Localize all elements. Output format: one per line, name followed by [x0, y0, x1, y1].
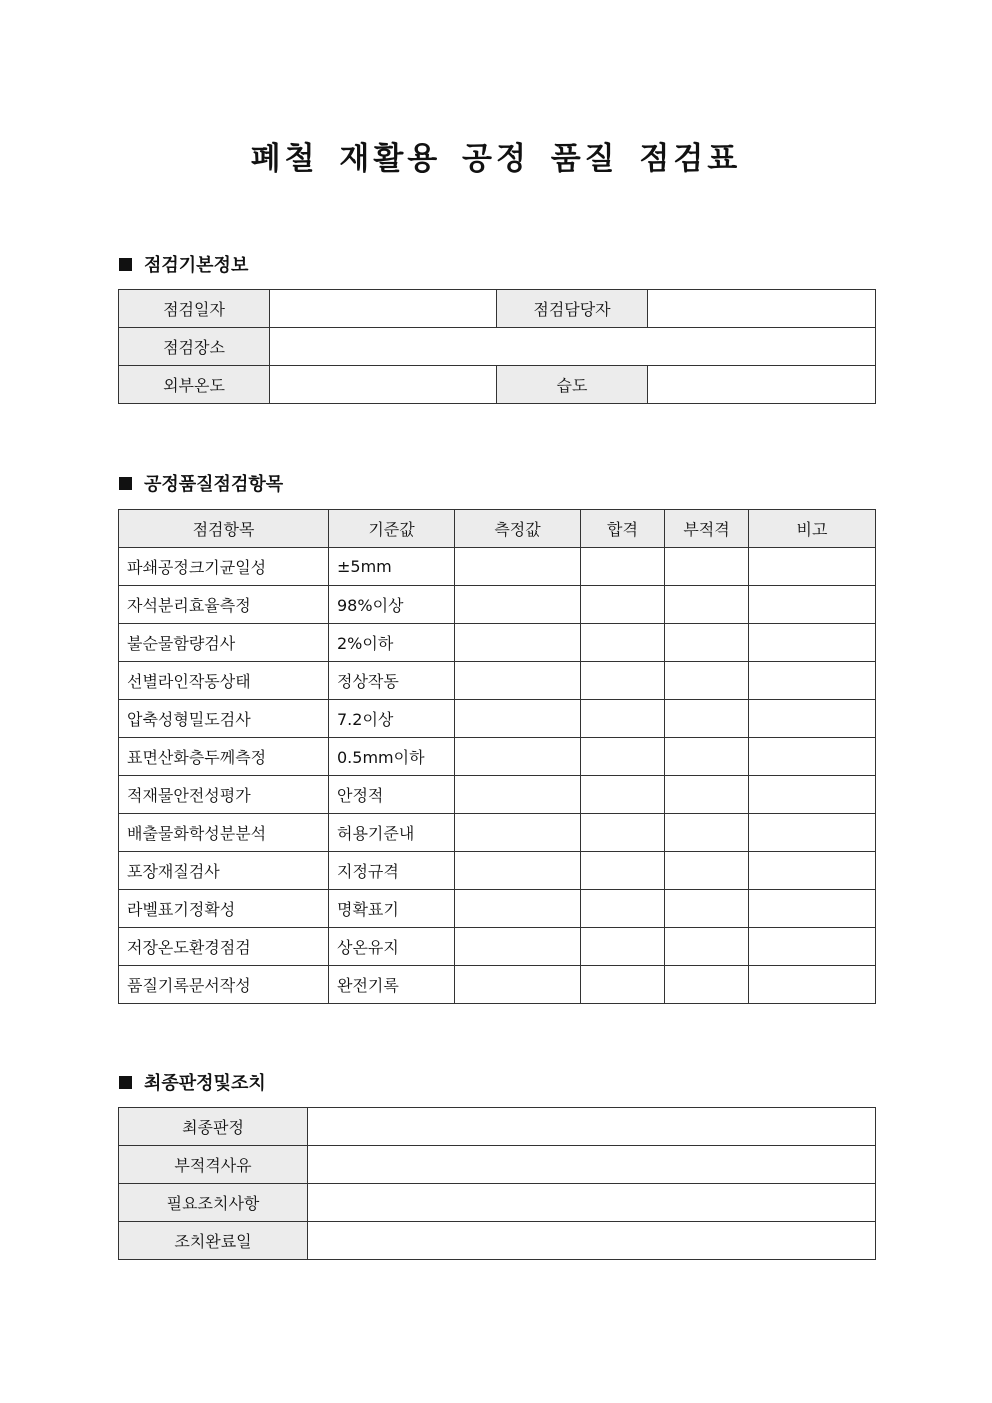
measured-value-cell[interactable] [455, 624, 581, 662]
humidity-field[interactable] [648, 366, 876, 404]
table-row [119, 1222, 876, 1260]
table-header-row [119, 510, 876, 548]
table-row [119, 586, 876, 624]
measured-value-cell[interactable] [455, 966, 581, 1004]
fail-cell[interactable] [665, 586, 749, 624]
item-cell: 압축성형밀도검사 [119, 700, 329, 738]
fail-cell[interactable] [665, 700, 749, 738]
remarks-cell[interactable] [749, 738, 876, 776]
table-row [119, 662, 876, 700]
standard-cell: 2%이하 [329, 624, 455, 662]
item-cell: 라벨표기정확성 [119, 890, 329, 928]
measured-value-cell[interactable] [455, 738, 581, 776]
table-row [119, 548, 876, 586]
section-heading-basic-info [119, 251, 248, 277]
fail-cell[interactable] [665, 814, 749, 852]
item-cell: 품질기록문서작성 [119, 966, 329, 1004]
table-row [119, 366, 876, 404]
item-cell: 파쇄공정크기균일성 [119, 548, 329, 586]
table-row [119, 1108, 876, 1146]
pass-cell[interactable] [581, 548, 665, 586]
standard-cell: 정상작동 [329, 662, 455, 700]
fail-cell[interactable] [665, 548, 749, 586]
column-header-standard: 기준값 [329, 510, 455, 548]
standard-cell: 완전기록 [329, 966, 455, 1004]
standard-cell: 안정적 [329, 776, 455, 814]
remarks-cell[interactable] [749, 814, 876, 852]
square-bullet-icon [119, 477, 132, 490]
item-cell: 저장온도환경점검 [119, 928, 329, 966]
item-cell: 적재물안전성평가 [119, 776, 329, 814]
final-row-label: 필요조치사항 [119, 1184, 308, 1222]
section-heading-text: 점검기본정보 [144, 255, 249, 276]
final-row-field[interactable] [308, 1184, 876, 1222]
pass-cell[interactable] [581, 776, 665, 814]
table-row [119, 966, 876, 1004]
date-label: 점검일자 [119, 290, 270, 328]
fail-cell[interactable] [665, 738, 749, 776]
standard-cell: ±5mm [329, 548, 455, 586]
table-row [119, 776, 876, 814]
inspector-label: 점검담당자 [497, 290, 648, 328]
inspector-field[interactable] [648, 290, 876, 328]
measured-value-cell[interactable] [455, 928, 581, 966]
fail-cell[interactable] [665, 662, 749, 700]
final-row-field[interactable] [308, 1146, 876, 1184]
measured-value-cell[interactable] [455, 662, 581, 700]
standard-cell: 허용기준내 [329, 814, 455, 852]
pass-cell[interactable] [581, 624, 665, 662]
table-row [119, 624, 876, 662]
location-label: 점검장소 [119, 328, 270, 366]
table-row [119, 1184, 876, 1222]
remarks-cell[interactable] [749, 890, 876, 928]
table-row [119, 328, 876, 366]
measured-value-cell[interactable] [455, 700, 581, 738]
final-row-field[interactable] [308, 1222, 876, 1260]
standard-cell: 명확표기 [329, 890, 455, 928]
fail-cell[interactable] [665, 852, 749, 890]
section-heading-text: 공정품질점검항목 [144, 474, 284, 495]
table-row [119, 852, 876, 890]
remarks-cell[interactable] [749, 928, 876, 966]
table-row [119, 814, 876, 852]
section-heading-final [119, 1069, 266, 1095]
final-row-label: 최종판정 [119, 1108, 308, 1146]
remarks-cell[interactable] [749, 586, 876, 624]
measured-value-cell[interactable] [455, 852, 581, 890]
table-row [119, 290, 876, 328]
standard-cell: 7.2이상 [329, 700, 455, 738]
fail-cell[interactable] [665, 966, 749, 1004]
table-row [119, 738, 876, 776]
pass-cell[interactable] [581, 738, 665, 776]
section-heading-text: 최종판정및조치 [144, 1073, 266, 1094]
final-judgment-table [118, 1107, 876, 1260]
standard-cell: 0.5mm이하 [329, 738, 455, 776]
section-heading-items [119, 470, 283, 496]
table-row [119, 700, 876, 738]
column-header-remarks: 비고 [749, 510, 876, 548]
standard-cell: 98%이상 [329, 586, 455, 624]
square-bullet-icon [119, 258, 132, 271]
humidity-label: 습도 [497, 366, 648, 404]
column-header-pass: 합격 [581, 510, 665, 548]
table-row [119, 1146, 876, 1184]
pass-cell[interactable] [581, 586, 665, 624]
fail-cell[interactable] [665, 890, 749, 928]
pass-cell[interactable] [581, 890, 665, 928]
final-row-label: 조치완료일 [119, 1222, 308, 1260]
fail-cell[interactable] [665, 776, 749, 814]
item-cell: 배출물화학성분분석 [119, 814, 329, 852]
table-row [119, 890, 876, 928]
square-bullet-icon [119, 1076, 132, 1089]
remarks-cell[interactable] [749, 662, 876, 700]
item-cell: 선별라인작동상태 [119, 662, 329, 700]
final-row-label: 부적격사유 [119, 1146, 308, 1184]
location-field[interactable] [270, 328, 876, 366]
remarks-cell[interactable] [749, 966, 876, 1004]
item-cell: 자석분리효율측정 [119, 586, 329, 624]
page-title: 폐철 재활용 공정 품질 점검표 [250, 141, 742, 177]
outdoor-temp-field[interactable] [270, 366, 497, 404]
measured-value-cell[interactable] [455, 890, 581, 928]
pass-cell[interactable] [581, 662, 665, 700]
fail-cell[interactable] [665, 624, 749, 662]
remarks-cell[interactable] [749, 548, 876, 586]
remarks-cell[interactable] [749, 776, 876, 814]
standard-cell: 지정규격 [329, 852, 455, 890]
remarks-cell[interactable] [749, 700, 876, 738]
standard-cell: 상온유지 [329, 928, 455, 966]
item-cell: 포장재질검사 [119, 852, 329, 890]
outdoor-temp-label: 외부온도 [119, 366, 270, 404]
measured-value-cell[interactable] [455, 548, 581, 586]
remarks-cell[interactable] [749, 624, 876, 662]
measured-value-cell[interactable] [455, 586, 581, 624]
table-row [119, 928, 876, 966]
pass-cell[interactable] [581, 700, 665, 738]
measured-value-cell[interactable] [455, 776, 581, 814]
pass-cell[interactable] [581, 966, 665, 1004]
inspection-items-table [118, 509, 876, 1004]
item-cell: 불순물함량검사 [119, 624, 329, 662]
pass-cell[interactable] [581, 928, 665, 966]
column-header-fail: 부적격 [665, 510, 749, 548]
pass-cell[interactable] [581, 814, 665, 852]
basic-info-table [118, 289, 876, 404]
remarks-cell[interactable] [749, 852, 876, 890]
final-row-field[interactable] [308, 1108, 876, 1146]
pass-cell[interactable] [581, 852, 665, 890]
column-header-item: 점검항목 [119, 510, 329, 548]
column-header-measured: 측정값 [455, 510, 581, 548]
fail-cell[interactable] [665, 928, 749, 966]
measured-value-cell[interactable] [455, 814, 581, 852]
date-field[interactable] [270, 290, 497, 328]
item-cell: 표면산화층두께측정 [119, 738, 329, 776]
